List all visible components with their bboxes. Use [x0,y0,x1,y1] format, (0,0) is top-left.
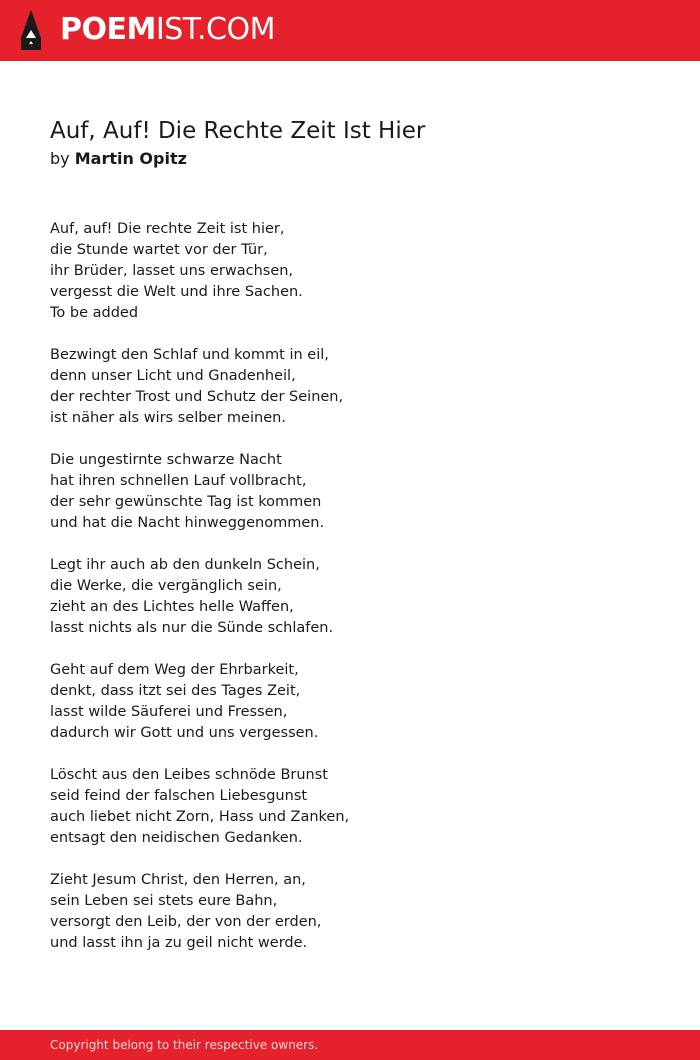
poem-line: hat ihren schnellen Lauf vollbracht, [50,473,307,489]
poem-line: entsagt den neidischen Gedanken. [50,830,303,846]
poem-heading [50,116,670,170]
poem-line: auch liebet nicht Zorn, Hass und Zanken, [50,809,350,825]
copyright-notice: Copyright belong to their respective owners. [50,1038,319,1052]
poem-author: Martin Opitz [74,149,187,168]
site-footer [0,1030,700,1060]
poem-line: dadurch wir Gott und uns vergessen. [50,725,319,741]
poem-body [50,219,670,975]
poem-line: lasst wilde Säuferei und Fressen, [50,704,288,720]
by-label: by [50,149,70,168]
poem-stanza [50,870,670,954]
pencil-tip-icon [18,8,44,52]
poem-stanza [50,660,670,744]
poem-stanza [50,765,670,849]
poem-line: Löscht aus den Leibes schnöde Brunst [50,767,328,783]
poem-line: der rechter Trost und Schutz der Seinen, [50,389,344,405]
poem-line: die Stunde wartet vor der Tür, [50,242,268,258]
poem-line: Bezwingt den Schlaf und kommt in eil, [50,347,329,363]
poem-byline [50,148,670,170]
poem-line: und lasst ihn ja zu geil nicht werde. [50,935,308,951]
poem-line: Auf, auf! Die rechte Zeit ist hier, [50,221,285,237]
poem-line: Die ungestirnte schwarze Nacht [50,452,282,468]
poem-line: vergesst die Welt und ihre Sachen. [50,284,303,300]
poem-line: denn unser Licht und Gnadenheil, [50,368,296,384]
poem-line: sein Leben sei stets eure Bahn, [50,893,278,909]
brand-light: IST.COM [155,12,275,47]
poem-line: ihr Brüder, lasset uns erwachsen, [50,263,294,279]
site-logo[interactable] [18,8,275,52]
poem-line: Legt ihr auch ab den dunkeln Schein, [50,557,320,573]
poem-stanza [50,219,670,324]
poem-line: denkt, dass itzt sei des Tages Zeit, [50,683,301,699]
poem-line: und hat die Nacht hinweggenommen. [50,515,325,531]
brand-bold: POEM [60,12,156,47]
poem-line: Geht auf dem Weg der Ehrbarkeit, [50,662,299,678]
poem-stanza [50,345,670,429]
poem-line: lasst nichts als nur die Sünde schlafen. [50,620,334,636]
poem-title: Auf, Auf! Die Rechte Zeit Ist Hier [50,118,426,144]
poem-line: ist näher als wirs selber meinen. [50,410,286,426]
poem-line: To be added [50,305,139,321]
poem-line: der sehr gewünschte Tag ist kommen [50,494,322,510]
poem-line: versorgt den Leib, der von der erden, [50,914,322,930]
site-header [0,0,700,61]
poem-line: zieht an des Lichtes helle Waffen, [50,599,294,615]
brand-name [60,8,275,52]
poem-line: Zieht Jesum Christ, den Herren, an, [50,872,306,888]
poem-line: seid feind der falschen Liebesgunst [50,788,308,804]
poem-stanza [50,450,670,534]
poem-stanza [50,555,670,639]
poem-line: die Werke, die vergänglich sein, [50,578,282,594]
